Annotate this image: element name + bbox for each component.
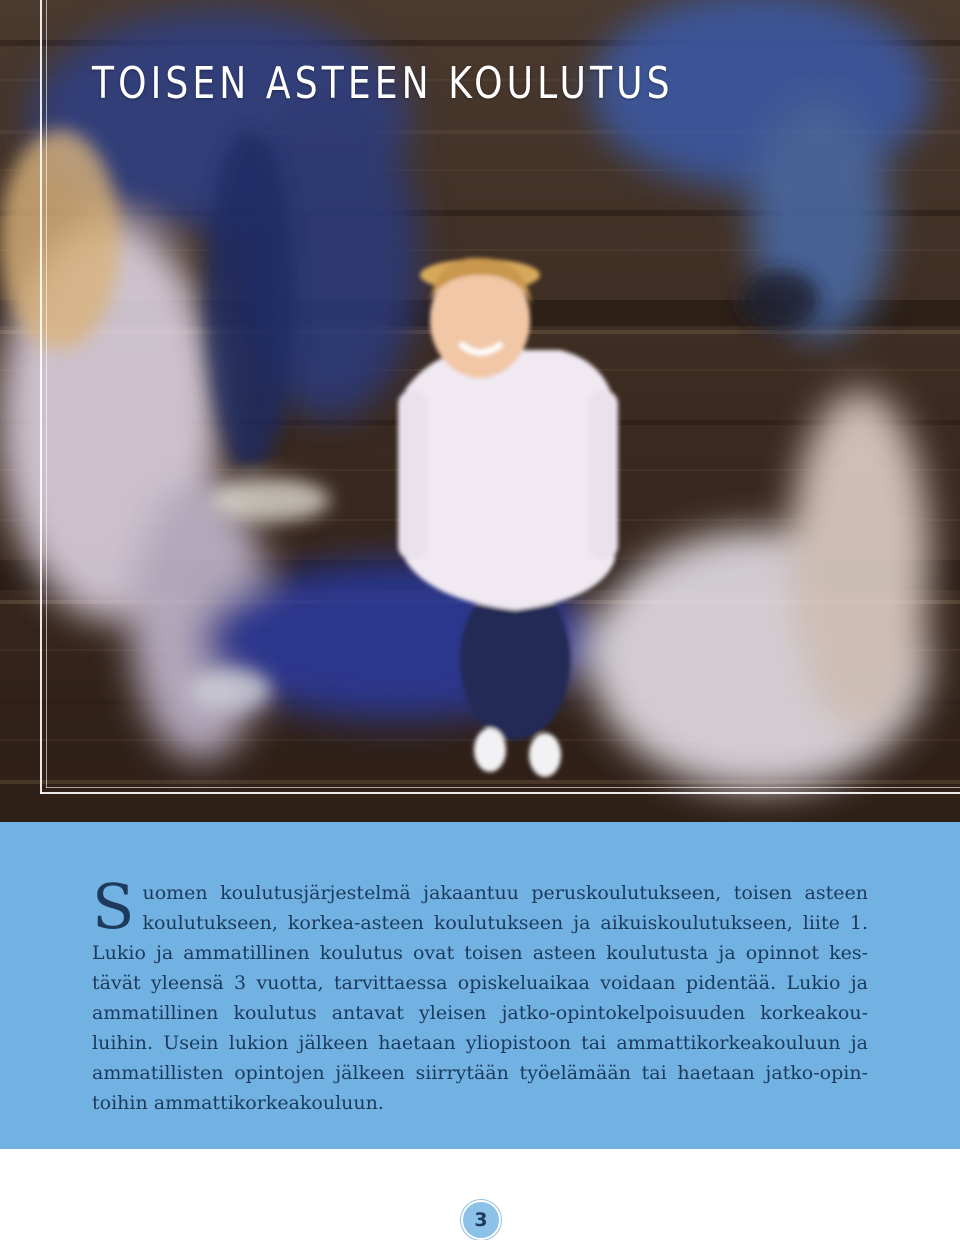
frame-line-left (40, 0, 42, 794)
frame-line-bottom (40, 792, 960, 794)
intro-panel (0, 822, 960, 1149)
drop-cap: S (92, 870, 135, 943)
intro-paragraph (92, 870, 868, 1118)
page-number-badge: 3 (461, 1200, 501, 1240)
page-title: TOISEN ASTEEN KOULUTUS (92, 58, 674, 109)
frame-line-left-inner (46, 0, 47, 788)
frame-line-bottom-inner (46, 787, 960, 788)
intro-text: uomen koulutusjärjestelmä jakaantuu peruskoulutukseen, toisen asteen koulutukseen, korkea-asteen koulutukseen ja aikuiskoulutukseen, liite 1. Lukio ja ammatillinen koulutus ovat toisen asteen koulutusta ja opinnot kestävät yleensä 3 vuotta, tarvittaessa opiskeluaikaa voidaan pidentää. Lukio ja ammatillinen koulutus antavat yleisen jatko-opintokelpoisuuden korkeakouluihin. Usein lukion jälkeen haetaan yliopistoon tai ammattikorkeakouluun ja ammatillisten opintojen jälkeen siirrytään työelämään tai haetaan jatko-opintoihin ammattikorkeakouluun. (92, 882, 868, 1114)
